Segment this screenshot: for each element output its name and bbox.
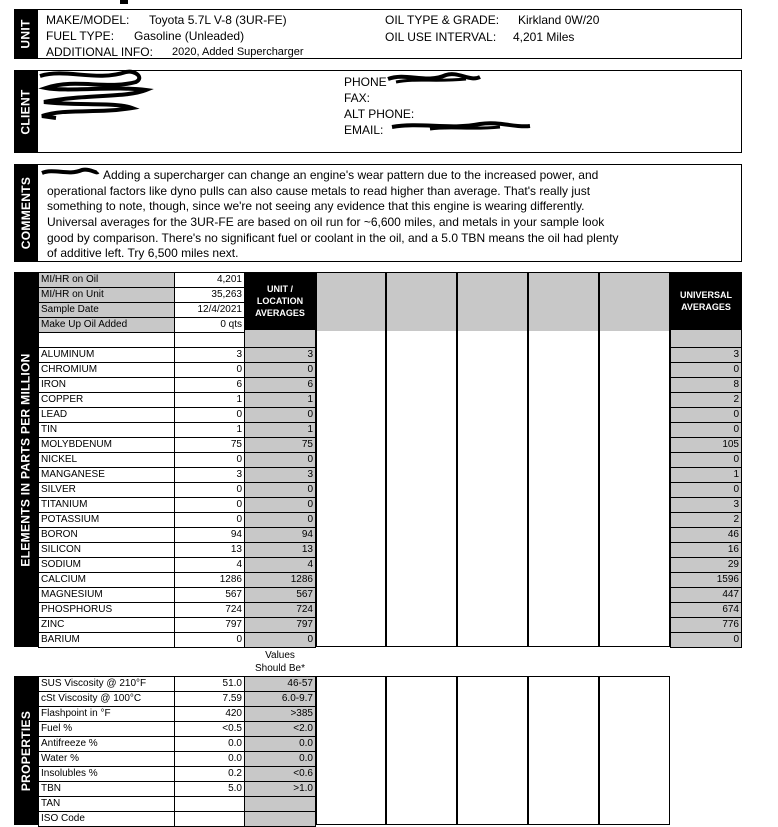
element-unit-avg: 0 (244, 452, 316, 468)
oil-use-label: OIL USE INTERVAL: (385, 30, 497, 44)
element-name: MAGNESIUM (38, 587, 175, 603)
element-universal-avg: 1 (670, 467, 742, 483)
element-value: 0 (174, 407, 245, 423)
property-should-be: 0.0 (244, 736, 316, 752)
property-name: Water % (38, 751, 175, 767)
info-row-label: Make Up Oil Added (38, 317, 175, 333)
property-should-be: <0.6 (244, 766, 316, 782)
spacer-cell (38, 332, 175, 348)
email-label: EMAIL: (344, 123, 384, 137)
element-unit-avg: 1286 (244, 572, 316, 588)
unit-sidebar (14, 9, 38, 59)
element-universal-avg: 674 (670, 602, 742, 618)
property-value: 0.0 (174, 751, 245, 767)
element-universal-avg: 776 (670, 617, 742, 633)
blank-column-shade (317, 273, 385, 331)
property-name: Insolubles % (38, 766, 175, 782)
property-value: <0.5 (174, 721, 245, 737)
additional-info-value: 2020, Added Supercharger (172, 46, 304, 58)
element-unit-avg: 1 (244, 392, 316, 408)
comments-redaction (40, 166, 100, 180)
elements-sidebar (14, 272, 38, 647)
element-name: TITANIUM (38, 497, 175, 513)
element-universal-avg: 447 (670, 587, 742, 603)
element-unit-avg: 4 (244, 557, 316, 573)
element-unit-avg: 0 (244, 512, 316, 528)
property-value: 420 (174, 706, 245, 722)
client-sidebar (14, 70, 38, 153)
element-unit-avg: 75 (244, 437, 316, 453)
element-universal-avg: 29 (670, 557, 742, 573)
property-name: cSt Viscosity @ 100°C (38, 691, 175, 707)
alt-phone-label: ALT PHONE: (344, 107, 415, 121)
property-should-be: 0.0 (244, 751, 316, 767)
info-row-value: 12/4/2021 (174, 302, 245, 318)
comment-line-4: Universal averages for the 3UR-FE are based on oil run for ~6,600 miles, and metals in your sample look (47, 215, 605, 229)
element-value: 6 (174, 377, 245, 393)
blank-property-column (386, 676, 457, 825)
top-strip (120, 0, 128, 4)
property-name: Fuel % (38, 721, 175, 737)
comments-side-label: COMMENTS (19, 176, 33, 250)
element-value: 1286 (174, 572, 245, 588)
element-universal-avg: 2 (670, 392, 742, 408)
element-universal-avg: 0 (670, 422, 742, 438)
element-value: 0 (174, 497, 245, 513)
elements-side-label: ELEMENTS IN PARTS PER MILLION (19, 352, 33, 567)
element-value: 94 (174, 527, 245, 543)
comment-line-2: operational factors like dyno pulls can also cause metals to read higher than average. That's really just (47, 184, 591, 198)
properties-side-label: PROPERTIES (19, 710, 34, 791)
element-unit-avg: 0 (244, 632, 316, 648)
element-value: 0 (174, 632, 245, 648)
property-should-be: <2.0 (244, 721, 316, 737)
info-row-value: 0 qts (174, 317, 245, 333)
element-value: 0 (174, 362, 245, 378)
comment-line-3: something to note, though, since we're not seeing any evidence that this engine is wearing differently. (47, 199, 585, 213)
fax-label: FAX: (344, 91, 371, 105)
element-unit-avg: 0 (244, 407, 316, 423)
element-universal-avg: 0 (670, 632, 742, 648)
element-universal-avg: 0 (670, 482, 742, 498)
element-name: ZINC (38, 617, 175, 633)
element-name: PHOSPHORUS (38, 602, 175, 618)
element-value: 1 (174, 392, 245, 408)
phone-redaction (386, 70, 482, 86)
property-name: Antifreeze % (38, 736, 175, 752)
property-name: SUS Viscosity @ 210°F (38, 676, 175, 692)
element-value: 0 (174, 512, 245, 528)
element-name: SILICON (38, 542, 175, 558)
property-value: 0.2 (174, 766, 245, 782)
element-universal-avg: 105 (670, 437, 742, 453)
property-should-be: 46-57 (244, 676, 316, 692)
element-name: COPPER (38, 392, 175, 408)
element-unit-avg: 13 (244, 542, 316, 558)
info-row-label: MI/HR on Oil (38, 272, 175, 288)
blank-column-shade (600, 273, 669, 331)
element-name: BARIUM (38, 632, 175, 648)
property-should-be: 6.0-9.7 (244, 691, 316, 707)
element-universal-avg: 3 (670, 497, 742, 513)
element-unit-avg: 0 (244, 362, 316, 378)
element-value: 3 (174, 347, 245, 363)
info-row-label: MI/HR on Unit (38, 287, 175, 303)
property-value: 51.0 (174, 676, 245, 692)
property-should-be (244, 796, 316, 812)
element-name: POTASSIUM (38, 512, 175, 528)
element-name: SILVER (38, 482, 175, 498)
element-universal-avg: 0 (670, 362, 742, 378)
element-unit-avg: 6 (244, 377, 316, 393)
element-name: CHROMIUM (38, 362, 175, 378)
blank-property-column (316, 676, 386, 825)
element-universal-avg: 1596 (670, 572, 742, 588)
element-universal-avg: 3 (670, 347, 742, 363)
blank-property-column (599, 676, 670, 825)
element-name: TIN (38, 422, 175, 438)
spacer-cell (174, 332, 245, 348)
element-universal-avg: 0 (670, 407, 742, 423)
comment-line-6: of additive left. Try 6,500 miles next. (47, 246, 239, 260)
property-name: Flashpoint in °F (38, 706, 175, 722)
comment-line-5: good by comparison. There's no significant fuel or coolant in the oil, and a 5.0 TBN means the oil had plenty (47, 231, 619, 245)
unit-side-label: UNIT (19, 19, 34, 49)
element-unit-avg: 724 (244, 602, 316, 618)
element-value: 0 (174, 452, 245, 468)
oil-type-value: Kirkland 0W/20 (518, 13, 600, 27)
make-model-value: Toyota 5.7L V-8 (3UR-FE) (149, 13, 287, 27)
property-value: 7.59 (174, 691, 245, 707)
element-universal-avg: 2 (670, 512, 742, 528)
property-name: ISO Code (38, 811, 175, 827)
element-unit-avg: 1 (244, 422, 316, 438)
property-should-be: >1.0 (244, 781, 316, 797)
blank-column-shade (529, 273, 598, 331)
element-name: ALUMINUM (38, 347, 175, 363)
property-should-be: >385 (244, 706, 316, 722)
element-name: SODIUM (38, 557, 175, 573)
property-value: 0.0 (174, 736, 245, 752)
property-value (174, 796, 245, 812)
oil-use-value: 4,201 Miles (513, 30, 575, 44)
element-universal-avg: 8 (670, 377, 742, 393)
element-value: 567 (174, 587, 245, 603)
element-name: MOLYBDENUM (38, 437, 175, 453)
element-unit-avg: 567 (244, 587, 316, 603)
element-unit-avg: 94 (244, 527, 316, 543)
values-header-line2: Should Be* (254, 663, 306, 674)
property-name: TAN (38, 796, 175, 812)
element-value: 0 (174, 482, 245, 498)
element-universal-avg: 16 (670, 542, 742, 558)
element-name: BORON (38, 527, 175, 543)
comments-sidebar (14, 164, 38, 262)
phone-label: PHONE (344, 75, 387, 89)
element-name: NICKEL (38, 452, 175, 468)
element-name: LEAD (38, 407, 175, 423)
fuel-type-label: FUEL TYPE: (46, 29, 115, 43)
email-redaction (390, 118, 532, 134)
element-unit-avg: 3 (244, 347, 316, 363)
element-unit-avg: 3 (244, 467, 316, 483)
make-model-label: MAKE/MODEL: (46, 13, 130, 27)
element-value: 4 (174, 557, 245, 573)
element-unit-avg: 797 (244, 617, 316, 633)
element-value: 13 (174, 542, 245, 558)
blank-property-column (457, 676, 528, 825)
client-side-label: CLIENT (19, 88, 34, 135)
element-name: CALCIUM (38, 572, 175, 588)
blank-property-column (528, 676, 599, 825)
blank-column-shade (458, 273, 527, 331)
values-header-line1: Values (265, 650, 295, 661)
element-universal-avg: 46 (670, 527, 742, 543)
redaction-scribble (36, 68, 156, 123)
universal-avg-header: UNIVERSAL AVERAGES (670, 272, 742, 330)
element-unit-avg: 0 (244, 497, 316, 513)
oil-type-label: OIL TYPE & GRADE: (385, 13, 500, 27)
property-name: TBN (38, 781, 175, 797)
properties-sidebar (14, 676, 38, 825)
fuel-type-value: Gasoline (Unleaded) (134, 29, 245, 43)
element-name: IRON (38, 377, 175, 393)
element-universal-avg: 0 (670, 452, 742, 468)
info-row-value: 35,263 (174, 287, 245, 303)
comment-line-1: Adding a supercharger can change an engine's wear pattern due to the increased power, and (103, 168, 599, 182)
element-name: MANGANESE (38, 467, 175, 483)
element-value: 797 (174, 617, 245, 633)
unit-avg-header: UNIT / LOCATION AVERAGES (244, 272, 316, 330)
element-value: 75 (174, 437, 245, 453)
additional-info-label: ADDITIONAL INFO: (46, 45, 153, 59)
element-value: 1 (174, 422, 245, 438)
element-unit-avg: 0 (244, 482, 316, 498)
info-row-value: 4,201 (174, 272, 245, 288)
element-value: 724 (174, 602, 245, 618)
element-value: 3 (174, 467, 245, 483)
property-value: 5.0 (174, 781, 245, 797)
blank-column-shade (387, 273, 456, 331)
info-row-label: Sample Date (38, 302, 175, 318)
